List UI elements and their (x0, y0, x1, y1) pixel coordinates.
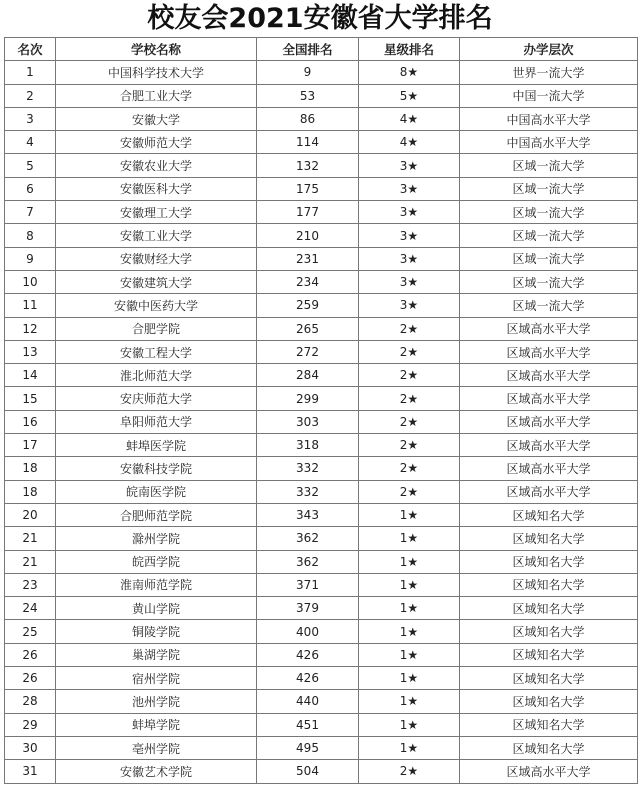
table-row (5, 480, 638, 503)
national-rank-cell: 332 (257, 480, 359, 503)
school-name-cell: 安徽农业大学 (56, 154, 257, 177)
school-name-cell: 合肥学院 (56, 317, 257, 340)
school-name-cell: 皖南医学院 (56, 480, 257, 503)
rank-cell: 23 (5, 573, 56, 596)
school-name-cell: 安徽财经大学 (56, 247, 257, 270)
star-rating-cell: 2★ (359, 387, 460, 410)
star-rating-cell: 2★ (359, 340, 460, 363)
national-rank-cell: 210 (257, 224, 359, 247)
national-rank-cell: 379 (257, 597, 359, 620)
school-name-cell: 铜陵学院 (56, 620, 257, 643)
rank-cell: 31 (5, 760, 56, 783)
level-cell: 区域一流大学 (460, 270, 638, 293)
rank-cell: 17 (5, 434, 56, 457)
table-row (5, 643, 638, 666)
level-cell: 区域高水平大学 (460, 340, 638, 363)
national-rank-cell: 343 (257, 503, 359, 526)
level-cell: 区域知名大学 (460, 550, 638, 573)
table-row (5, 154, 638, 177)
school-name-cell: 淮北师范大学 (56, 364, 257, 387)
national-rank-cell: 132 (257, 154, 359, 177)
level-cell: 中国高水平大学 (460, 131, 638, 154)
table-row (5, 760, 638, 783)
level-cell: 区域一流大学 (460, 154, 638, 177)
national-rank-cell: 362 (257, 550, 359, 573)
star-rating-cell: 1★ (359, 643, 460, 666)
level-cell: 区域知名大学 (460, 620, 638, 643)
table-row (5, 84, 638, 107)
national-rank-cell: 284 (257, 364, 359, 387)
table-row (5, 597, 638, 620)
national-rank-cell: 114 (257, 131, 359, 154)
level-cell: 中国一流大学 (460, 84, 638, 107)
school-name-cell: 安徽中医药大学 (56, 294, 257, 317)
rank-cell: 25 (5, 620, 56, 643)
school-name-cell: 安徽理工大学 (56, 201, 257, 224)
star-rating-cell: 2★ (359, 317, 460, 340)
rank-cell: 21 (5, 527, 56, 550)
star-rating-cell: 2★ (359, 760, 460, 783)
school-name-cell: 安徽工程大学 (56, 340, 257, 363)
national-rank-cell: 259 (257, 294, 359, 317)
school-name-cell: 池州学院 (56, 690, 257, 713)
level-cell: 区域高水平大学 (460, 410, 638, 433)
school-name-cell: 亳州学院 (56, 736, 257, 759)
national-rank-cell: 318 (257, 434, 359, 457)
table-row (5, 457, 638, 480)
rank-cell: 1 (5, 61, 56, 84)
table-row (5, 270, 638, 293)
rank-cell: 15 (5, 387, 56, 410)
star-rating-cell: 1★ (359, 736, 460, 759)
national-rank-cell: 426 (257, 667, 359, 690)
national-rank-cell: 299 (257, 387, 359, 410)
table-header-row (5, 38, 638, 61)
school-name-cell: 安徽师范大学 (56, 131, 257, 154)
national-rank-cell: 175 (257, 177, 359, 200)
rank-cell: 14 (5, 364, 56, 387)
level-cell: 区域知名大学 (460, 667, 638, 690)
level-cell: 区域知名大学 (460, 690, 638, 713)
table-row (5, 620, 638, 643)
school-name-cell: 合肥工业大学 (56, 84, 257, 107)
level-cell: 区域高水平大学 (460, 760, 638, 783)
school-name-cell: 滁州学院 (56, 527, 257, 550)
rank-cell: 26 (5, 643, 56, 666)
table-row (5, 364, 638, 387)
table-row (5, 527, 638, 550)
national-rank-cell: 362 (257, 527, 359, 550)
national-rank-cell: 53 (257, 84, 359, 107)
rank-cell: 6 (5, 177, 56, 200)
level-cell: 区域一流大学 (460, 224, 638, 247)
star-rating-cell: 2★ (359, 480, 460, 503)
national-rank-cell: 332 (257, 457, 359, 480)
school-name-cell: 安庆师范大学 (56, 387, 257, 410)
rank-cell: 21 (5, 550, 56, 573)
school-name-cell: 皖西学院 (56, 550, 257, 573)
star-rating-cell: 2★ (359, 434, 460, 457)
star-rating-cell: 2★ (359, 410, 460, 433)
national-rank-cell: 303 (257, 410, 359, 433)
level-cell: 区域知名大学 (460, 597, 638, 620)
star-rating-cell: 3★ (359, 201, 460, 224)
school-name-cell: 安徽医科大学 (56, 177, 257, 200)
rank-cell: 8 (5, 224, 56, 247)
school-name-cell: 宿州学院 (56, 667, 257, 690)
national-rank-cell: 9 (257, 61, 359, 84)
table-row (5, 736, 638, 759)
star-rating-cell: 1★ (359, 690, 460, 713)
national-rank-cell: 86 (257, 107, 359, 130)
rank-cell: 13 (5, 340, 56, 363)
table-row (5, 434, 638, 457)
rank-cell: 12 (5, 317, 56, 340)
star-rating-cell: 1★ (359, 597, 460, 620)
table-row (5, 503, 638, 526)
national-rank-cell: 440 (257, 690, 359, 713)
school-name-cell: 安徽科技学院 (56, 457, 257, 480)
level-cell: 区域知名大学 (460, 503, 638, 526)
school-name-cell: 淮南师范学院 (56, 573, 257, 596)
table-row (5, 131, 638, 154)
page-title: 校友会2021安徽省大学排名 (147, 3, 493, 34)
rank-cell: 16 (5, 410, 56, 433)
table-row (5, 340, 638, 363)
rank-cell: 10 (5, 270, 56, 293)
school-name-cell: 蚌埠医学院 (56, 434, 257, 457)
table-row (5, 177, 638, 200)
national-rank-cell: 495 (257, 736, 359, 759)
header-national-rank: 全国排名 (257, 38, 359, 61)
ranking-table (4, 37, 638, 784)
national-rank-cell: 371 (257, 573, 359, 596)
table-row (5, 247, 638, 270)
rank-cell: 26 (5, 667, 56, 690)
national-rank-cell: 231 (257, 247, 359, 270)
table-row (5, 550, 638, 573)
table-row (5, 387, 638, 410)
school-name-cell: 安徽建筑大学 (56, 270, 257, 293)
star-rating-cell: 1★ (359, 503, 460, 526)
rank-cell: 20 (5, 503, 56, 526)
level-cell: 区域一流大学 (460, 177, 638, 200)
rank-cell: 29 (5, 713, 56, 736)
star-rating-cell: 4★ (359, 131, 460, 154)
national-rank-cell: 265 (257, 317, 359, 340)
star-rating-cell: 5★ (359, 84, 460, 107)
star-rating-cell: 3★ (359, 270, 460, 293)
header-star-rating: 星级排名 (359, 38, 460, 61)
header-rank: 名次 (5, 38, 56, 61)
rank-cell: 11 (5, 294, 56, 317)
national-rank-cell: 177 (257, 201, 359, 224)
school-name-cell: 安徽艺术学院 (56, 760, 257, 783)
star-rating-cell: 1★ (359, 573, 460, 596)
level-cell: 区域知名大学 (460, 527, 638, 550)
level-cell: 区域一流大学 (460, 294, 638, 317)
school-name-cell: 安徽工业大学 (56, 224, 257, 247)
table-row (5, 224, 638, 247)
star-rating-cell: 4★ (359, 107, 460, 130)
star-rating-cell: 3★ (359, 154, 460, 177)
national-rank-cell: 272 (257, 340, 359, 363)
level-cell: 区域高水平大学 (460, 480, 638, 503)
star-rating-cell: 3★ (359, 247, 460, 270)
level-cell: 中国高水平大学 (460, 107, 638, 130)
rank-cell: 24 (5, 597, 56, 620)
school-name-cell: 阜阳师范大学 (56, 410, 257, 433)
table-row (5, 294, 638, 317)
level-cell: 区域高水平大学 (460, 434, 638, 457)
star-rating-cell: 2★ (359, 457, 460, 480)
star-rating-cell: 1★ (359, 620, 460, 643)
header-level: 办学层次 (460, 38, 638, 61)
star-rating-cell: 1★ (359, 713, 460, 736)
header-school-name: 学校名称 (56, 38, 257, 61)
rank-cell: 9 (5, 247, 56, 270)
level-cell: 区域高水平大学 (460, 317, 638, 340)
national-rank-cell: 426 (257, 643, 359, 666)
table-row (5, 667, 638, 690)
level-cell: 区域高水平大学 (460, 457, 638, 480)
level-cell: 区域高水平大学 (460, 387, 638, 410)
rank-cell: 30 (5, 736, 56, 759)
star-rating-cell: 1★ (359, 667, 460, 690)
star-rating-cell: 3★ (359, 224, 460, 247)
table-row (5, 317, 638, 340)
rank-cell: 3 (5, 107, 56, 130)
national-rank-cell: 400 (257, 620, 359, 643)
school-name-cell: 黄山学院 (56, 597, 257, 620)
national-rank-cell: 234 (257, 270, 359, 293)
rank-cell: 7 (5, 201, 56, 224)
level-cell: 区域一流大学 (460, 247, 638, 270)
school-name-cell: 合肥师范学院 (56, 503, 257, 526)
table-row (5, 201, 638, 224)
star-rating-cell: 1★ (359, 550, 460, 573)
rank-cell: 18 (5, 480, 56, 503)
table-row (5, 107, 638, 130)
table-row (5, 573, 638, 596)
rank-cell: 5 (5, 154, 56, 177)
level-cell: 区域知名大学 (460, 573, 638, 596)
level-cell: 区域高水平大学 (460, 364, 638, 387)
rank-cell: 18 (5, 457, 56, 480)
school-name-cell: 巢湖学院 (56, 643, 257, 666)
table-row (5, 410, 638, 433)
star-rating-cell: 3★ (359, 177, 460, 200)
level-cell: 区域知名大学 (460, 713, 638, 736)
school-name-cell: 安徽大学 (56, 107, 257, 130)
level-cell: 区域知名大学 (460, 643, 638, 666)
star-rating-cell: 3★ (359, 294, 460, 317)
star-rating-cell: 1★ (359, 527, 460, 550)
star-rating-cell: 2★ (359, 364, 460, 387)
school-name-cell: 蚌埠学院 (56, 713, 257, 736)
table-row (5, 713, 638, 736)
national-rank-cell: 451 (257, 713, 359, 736)
rank-cell: 28 (5, 690, 56, 713)
star-rating-cell: 8★ (359, 61, 460, 84)
table-row (5, 61, 638, 84)
rank-cell: 2 (5, 84, 56, 107)
rank-cell: 4 (5, 131, 56, 154)
school-name-cell: 中国科学技术大学 (56, 61, 257, 84)
level-cell: 世界一流大学 (460, 61, 638, 84)
level-cell: 区域知名大学 (460, 736, 638, 759)
table-row (5, 690, 638, 713)
national-rank-cell: 504 (257, 760, 359, 783)
level-cell: 区域一流大学 (460, 201, 638, 224)
